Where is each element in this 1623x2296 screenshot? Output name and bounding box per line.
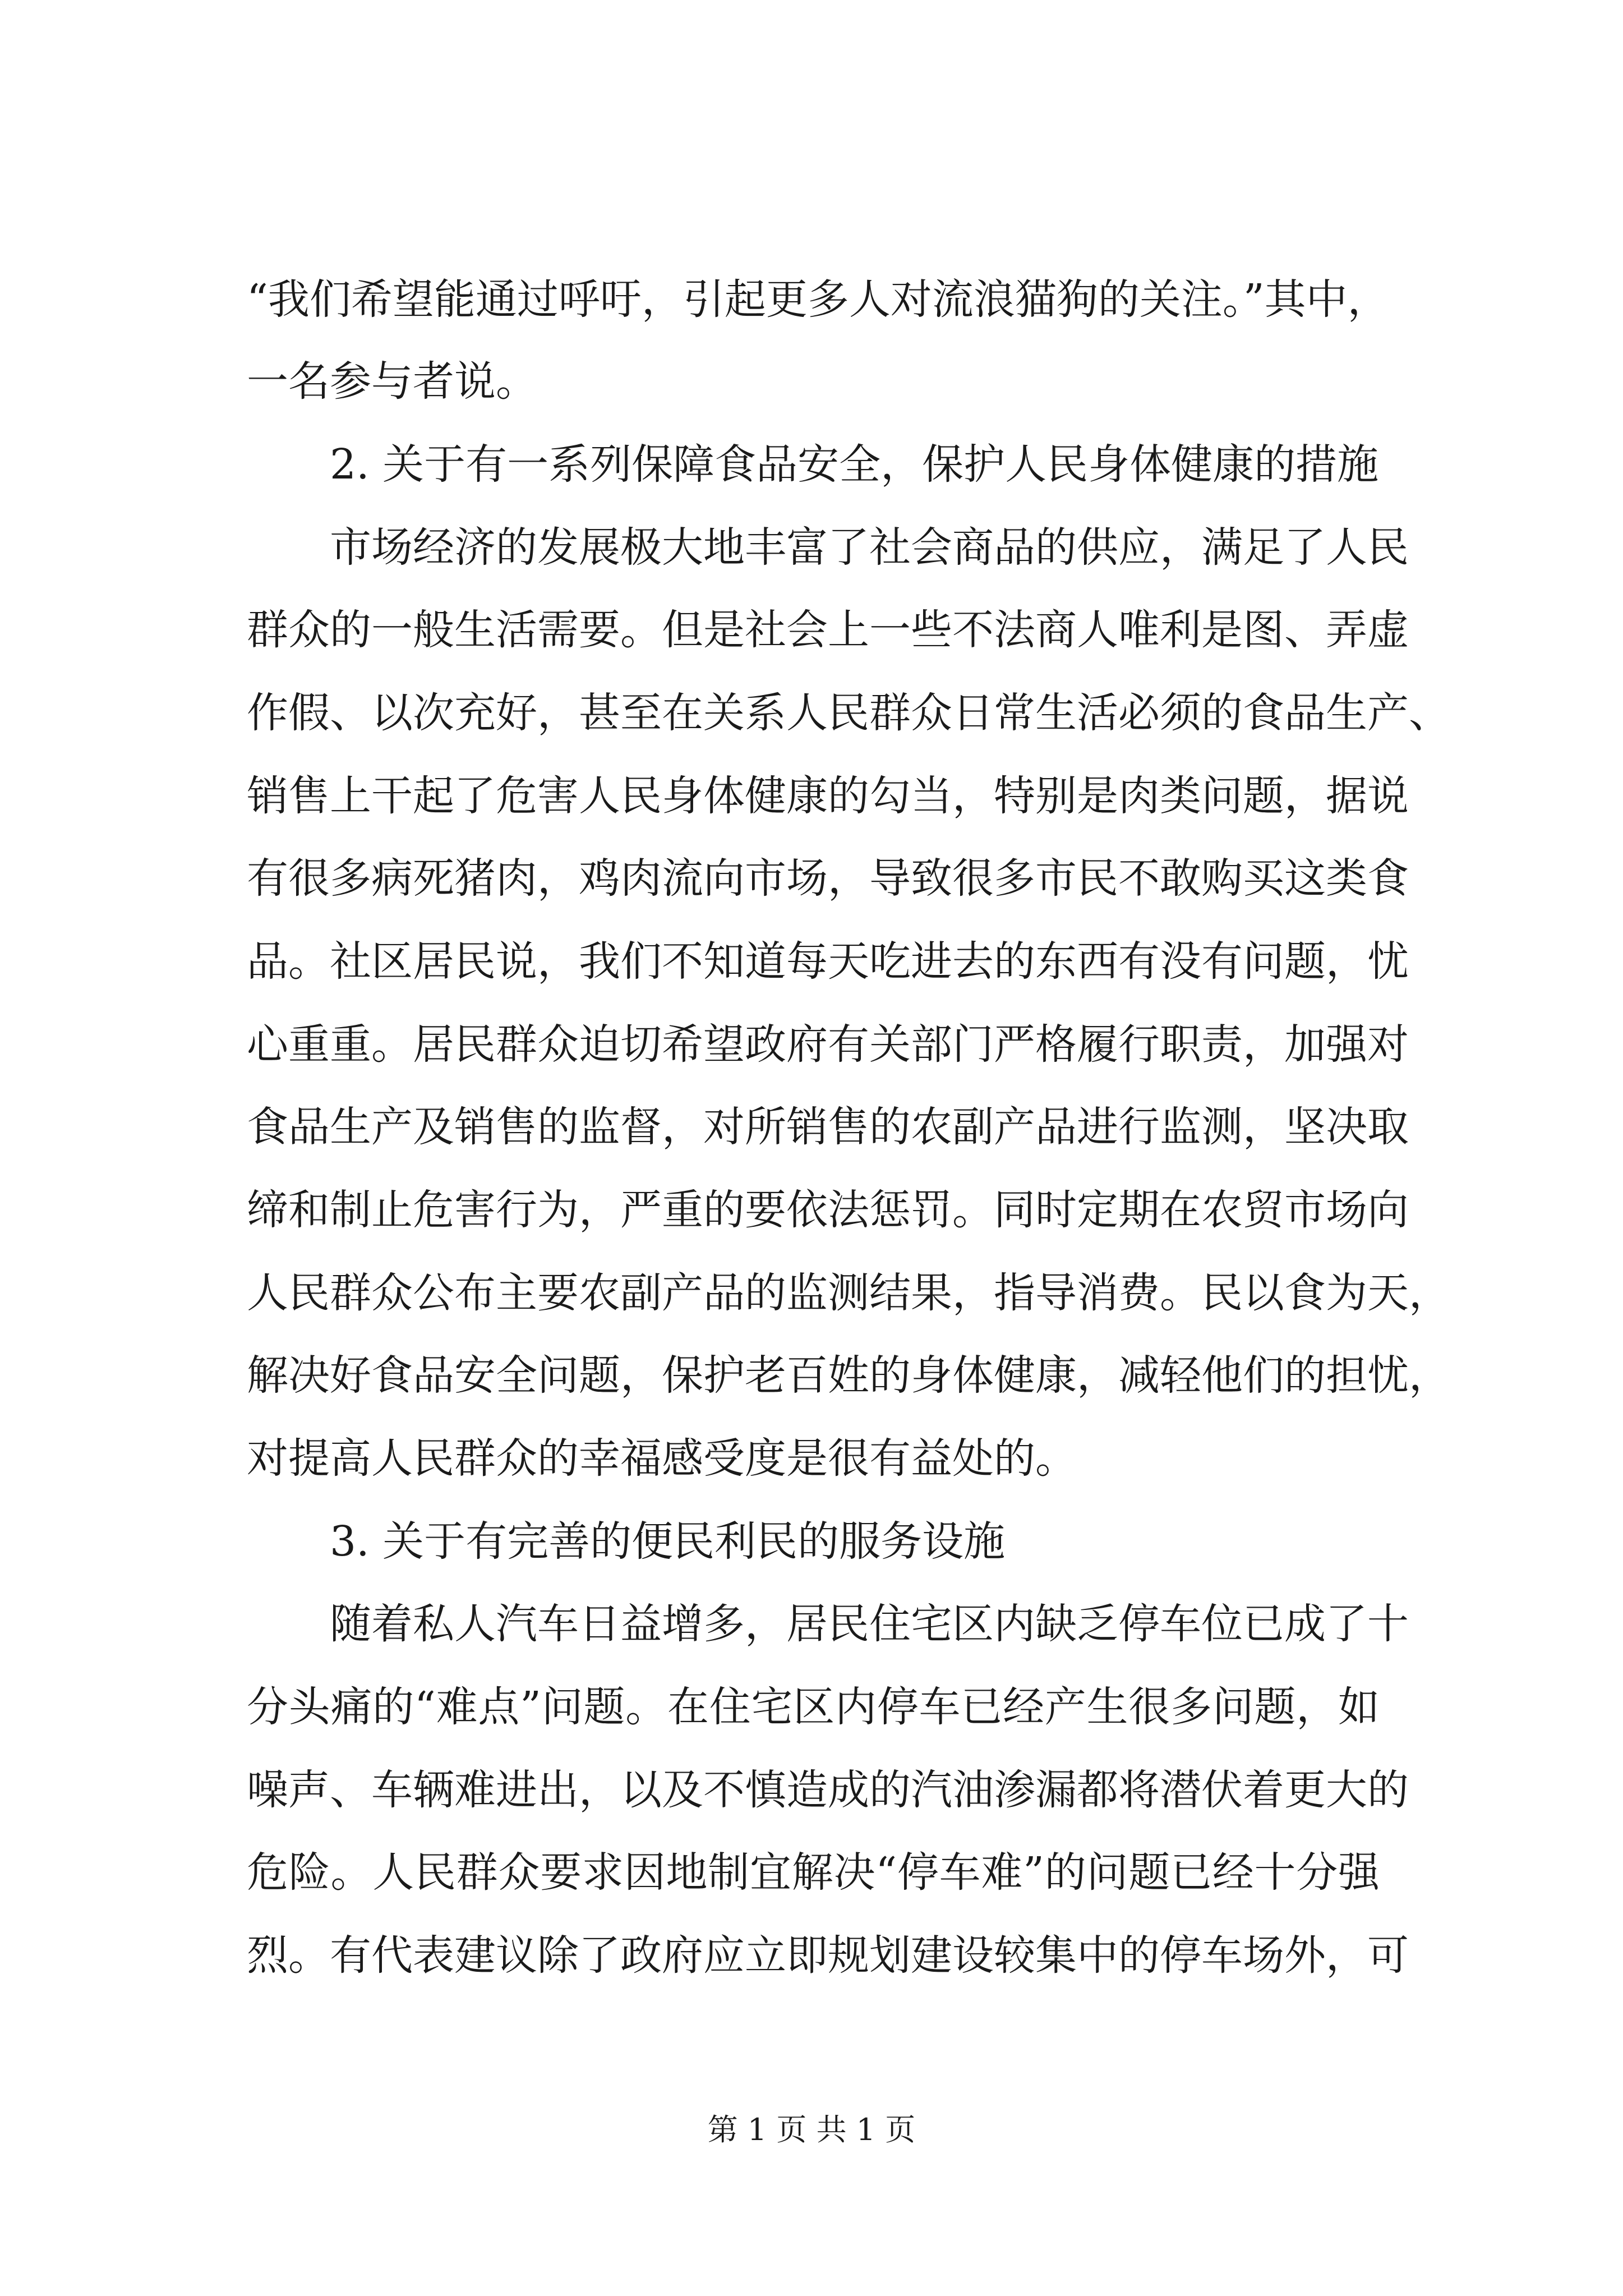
section-heading: 3. 关于有完善的便民利民的服务设施 bbox=[330, 1517, 1006, 1566]
paragraph-line: 分头痛的“难点”问题。在住宅区内停车已经产生很多问题，如 bbox=[247, 1683, 1380, 1731]
paragraph-line: 有很多病死猪肉，鸡肉流向市场，导致很多市民不敢购买这类食 bbox=[247, 854, 1409, 903]
page-footer: 第 1 页 共 1 页 bbox=[707, 2112, 916, 2147]
paragraph-line: 品。社区居民说，我们不知道每天吃进去的东西有没有问题，忧 bbox=[247, 937, 1409, 986]
paragraph-line: 缔和制止危害行为，严重的要依法惩罚。同时定期在农贸市场向 bbox=[247, 1186, 1409, 1234]
paragraph-line: 销售上干起了危害人民身体健康的勾当，特别是肉类问题，据说 bbox=[247, 772, 1409, 820]
paragraph-line: “我们希望能通过呼吁，引起更多人对流浪猫狗的关注。”其中， bbox=[247, 275, 1389, 324]
paragraph-line: 一名参与者说。 bbox=[247, 357, 537, 406]
paragraph-line: 烈。有代表建议除了政府应立即规划建设较集中的停车场外，可 bbox=[247, 1931, 1409, 1980]
paragraph-line: 解决好食品安全问题，保护老百姓的身体健康，减轻他们的担忧， bbox=[247, 1351, 1450, 1400]
paragraph-line: 噪声、车辆难进出，以及不慎造成的汽油渗漏都将潜伏着更大的 bbox=[247, 1766, 1409, 1814]
paragraph-line: 作假、以次充好，甚至在关系人民群众日常生活必须的食品生产、 bbox=[247, 689, 1450, 737]
paragraph-line: 市场经济的发展极大地丰富了社会商品的供应，满足了人民 bbox=[330, 523, 1409, 572]
paragraph-line: 随着私人汽车日益增多，居民住宅区内缺乏停车位已成了十 bbox=[330, 1600, 1409, 1648]
paragraph-line: 对提高人民群众的幸福感受度是很有益处的。 bbox=[247, 1434, 1077, 1483]
section-heading: 2. 关于有一系列保障食品安全，保护人民身体健康的措施 bbox=[330, 440, 1379, 489]
paragraph-line: 群众的一般生活需要。但是社会上一些不法商人唯利是图、弄虚 bbox=[247, 606, 1409, 654]
paragraph-line: 人民群众公布主要农副产品的监测结果，指导消费。民以食为天， bbox=[247, 1269, 1450, 1317]
paragraph-line: 心重重。居民群众迫切希望政府有关部门严格履行职责，加强对 bbox=[247, 1020, 1409, 1069]
paragraph-line: 食品生产及销售的监督，对所销售的农副产品进行监测，坚决取 bbox=[247, 1103, 1409, 1151]
paragraph-line: 危险。人民群众要求因地制宜解决“停车难”的问题已经十分强 bbox=[247, 1848, 1380, 1897]
